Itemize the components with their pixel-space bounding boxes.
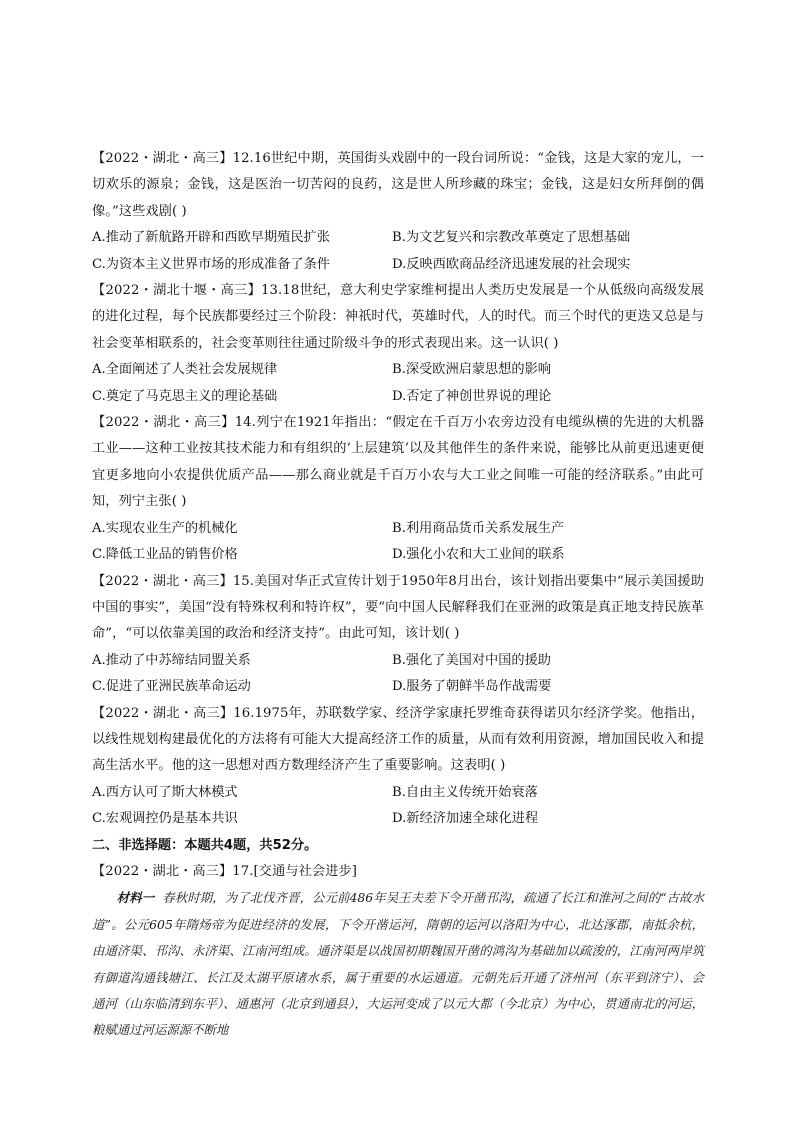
option-d: D.否定了神创世界说的理论 <box>392 388 552 404</box>
question-tag: 【2022・湖北・高三】 <box>92 863 233 879</box>
material-label: 材料一 <box>116 890 155 906</box>
question-stem: 16.1975年，苏联数学家、经济学家康托罗维奇获得诺贝尔经济学奖。他指出，以线性规划构建最优化的方法将有可能大大提高经济工作的质量，从而有效利用资源，增加国民收入和提高生活水平。他的这一思想对西方数理经济产生了重要影响。这表明( ) <box>92 705 704 774</box>
option-c: C.降低工业品的销售价格 <box>92 547 238 563</box>
option-b: B.深受欧洲启蒙思想的影响 <box>392 362 551 378</box>
material-1 <box>92 885 704 1043</box>
options-14 <box>92 516 704 569</box>
option-a: A.全面阐述了人类社会发展规律 <box>92 362 278 378</box>
options-12 <box>92 225 704 278</box>
question-stem: 14.列宁在1921年指出：“假定在千百万小农旁边没有电缆纵横的先进的大机器工业——这种工业按其技术能力和有组织的‘上层建筑’以及其他伴生的条件来说，能够比从前更迅速更便宜更多地向小农提供优质产品——那么商业就是千百万小农与大工业之间唯一可能的经济联系。”由此可知，列宁主张( ) <box>92 415 704 510</box>
question-stem: 15.美国对华正式宣传计划于1950年8月出台，该计划指出要集中“展示美国援助中国的事实”，美国“没有特殊权利和特许权”，要“向中国人民解释我们在亚洲的政策是真正地支持民族革命”，“可以依靠美国的政治和经济支持”。由此可知，该计划( ) <box>92 573 705 642</box>
option-c: C.宏观调控仍是基本共识 <box>92 811 238 827</box>
option-c: C.奠定了马克思主义的理论基础 <box>92 388 278 404</box>
question-13 <box>92 278 704 357</box>
option-c: C.促进了亚洲民族革命运动 <box>92 679 251 695</box>
option-a: A.推动了新航路开辟和西欧早期殖民扩张 <box>92 230 330 246</box>
question-tag: 【2022・湖北・高三】 <box>92 573 233 589</box>
option-b: B.为文艺复兴和宗教改革奠定了思想基础 <box>392 230 631 246</box>
question-stem: 12.16世纪中期，英国街头戏剧中的一段台词所说：“金钱，这是大家的宠儿，一切欢乐的源泉；金钱，这是医治一切苦闷的良药，这是世人所珍藏的珠宝；金钱，这是妇女所拜倒的偶像。”这些戏剧( ) <box>92 151 704 219</box>
option-d: D.强化小农和大工业间的联系 <box>392 547 565 563</box>
option-b: B.强化了美国对中国的援助 <box>392 652 551 668</box>
question-12 <box>92 146 704 225</box>
question-stem: 13.18世纪，意大利史学家维柯提出人类历史发展是一个从低级向高级发展的进化过程，每个民族都要经过三个阶段：神祇时代，英雄时代，人的时代。而三个时代的更迭又总是与社会变革相联系的，社会变革则往往通过阶级斗争的形式表现出来。这一认识( ) <box>92 283 704 351</box>
option-c: C.为资本主义世界市场的形成准备了条件 <box>92 256 330 272</box>
option-a: A.实现农业生产的机械化 <box>92 520 238 536</box>
question-16 <box>92 701 704 780</box>
option-b: B.自由主义传统开始衰落 <box>392 784 538 800</box>
material-text: 春秋时期，为了北伐齐晋，公元前486年吴王夫差下令开凿邗沟，疏通了长江和淮河之间的“古故水道”。公元605年隋炀帝为促进经济的发展，下令开凿运河，隋朝的运河以洛阳为中心，北达涿郡，南抵余杭，由通济渠、邗沟、永济渠、江南河组成。通济渠是以战国初期魏国开凿的鸿沟为基础加以疏浚的，江南河两岸筑有御道沟通钱塘江、长江及太湖平原诸水系，属于重要的水运通道。元朝先后开通了济州河（东平到济宁）、会通河（山东临清到东平）、通惠河（北京到通县），大运河变成了以元大都（今北京）为中心，贯通南北的河运，粮赋通过河运源源不断地 <box>92 890 704 1038</box>
option-b: B.利用商品货币关系发展生产 <box>392 520 565 536</box>
option-a: A.西方认可了斯大林模式 <box>92 784 238 800</box>
question-tag: 【2022・湖北十堰・高三】 <box>92 283 262 299</box>
question-tag: 【2022・湖北・高三】 <box>92 705 234 721</box>
options-16 <box>92 780 704 833</box>
question-15 <box>92 569 704 648</box>
question-14 <box>92 410 704 516</box>
section-title: 二、非选择题：本题共4题，共52分。 <box>92 837 318 853</box>
option-a: A.推动了中苏缔结同盟关系 <box>92 652 251 668</box>
options-13 <box>92 357 704 410</box>
question-tag: 【2022・湖北・高三】 <box>92 415 235 431</box>
option-d: D.服务了朝鲜半岛作战需要 <box>392 679 552 695</box>
option-d: D.新经济加速全球化进程 <box>392 811 539 827</box>
options-15 <box>92 648 704 701</box>
document-content <box>92 146 704 1044</box>
question-17 <box>92 859 704 885</box>
question-stem: 17.[交通与社会进步] <box>232 863 358 879</box>
question-tag: 【2022・湖北・高三】 <box>92 151 233 166</box>
option-d: D.反映西欧商品经济迅速发展的社会现实 <box>392 256 631 272</box>
